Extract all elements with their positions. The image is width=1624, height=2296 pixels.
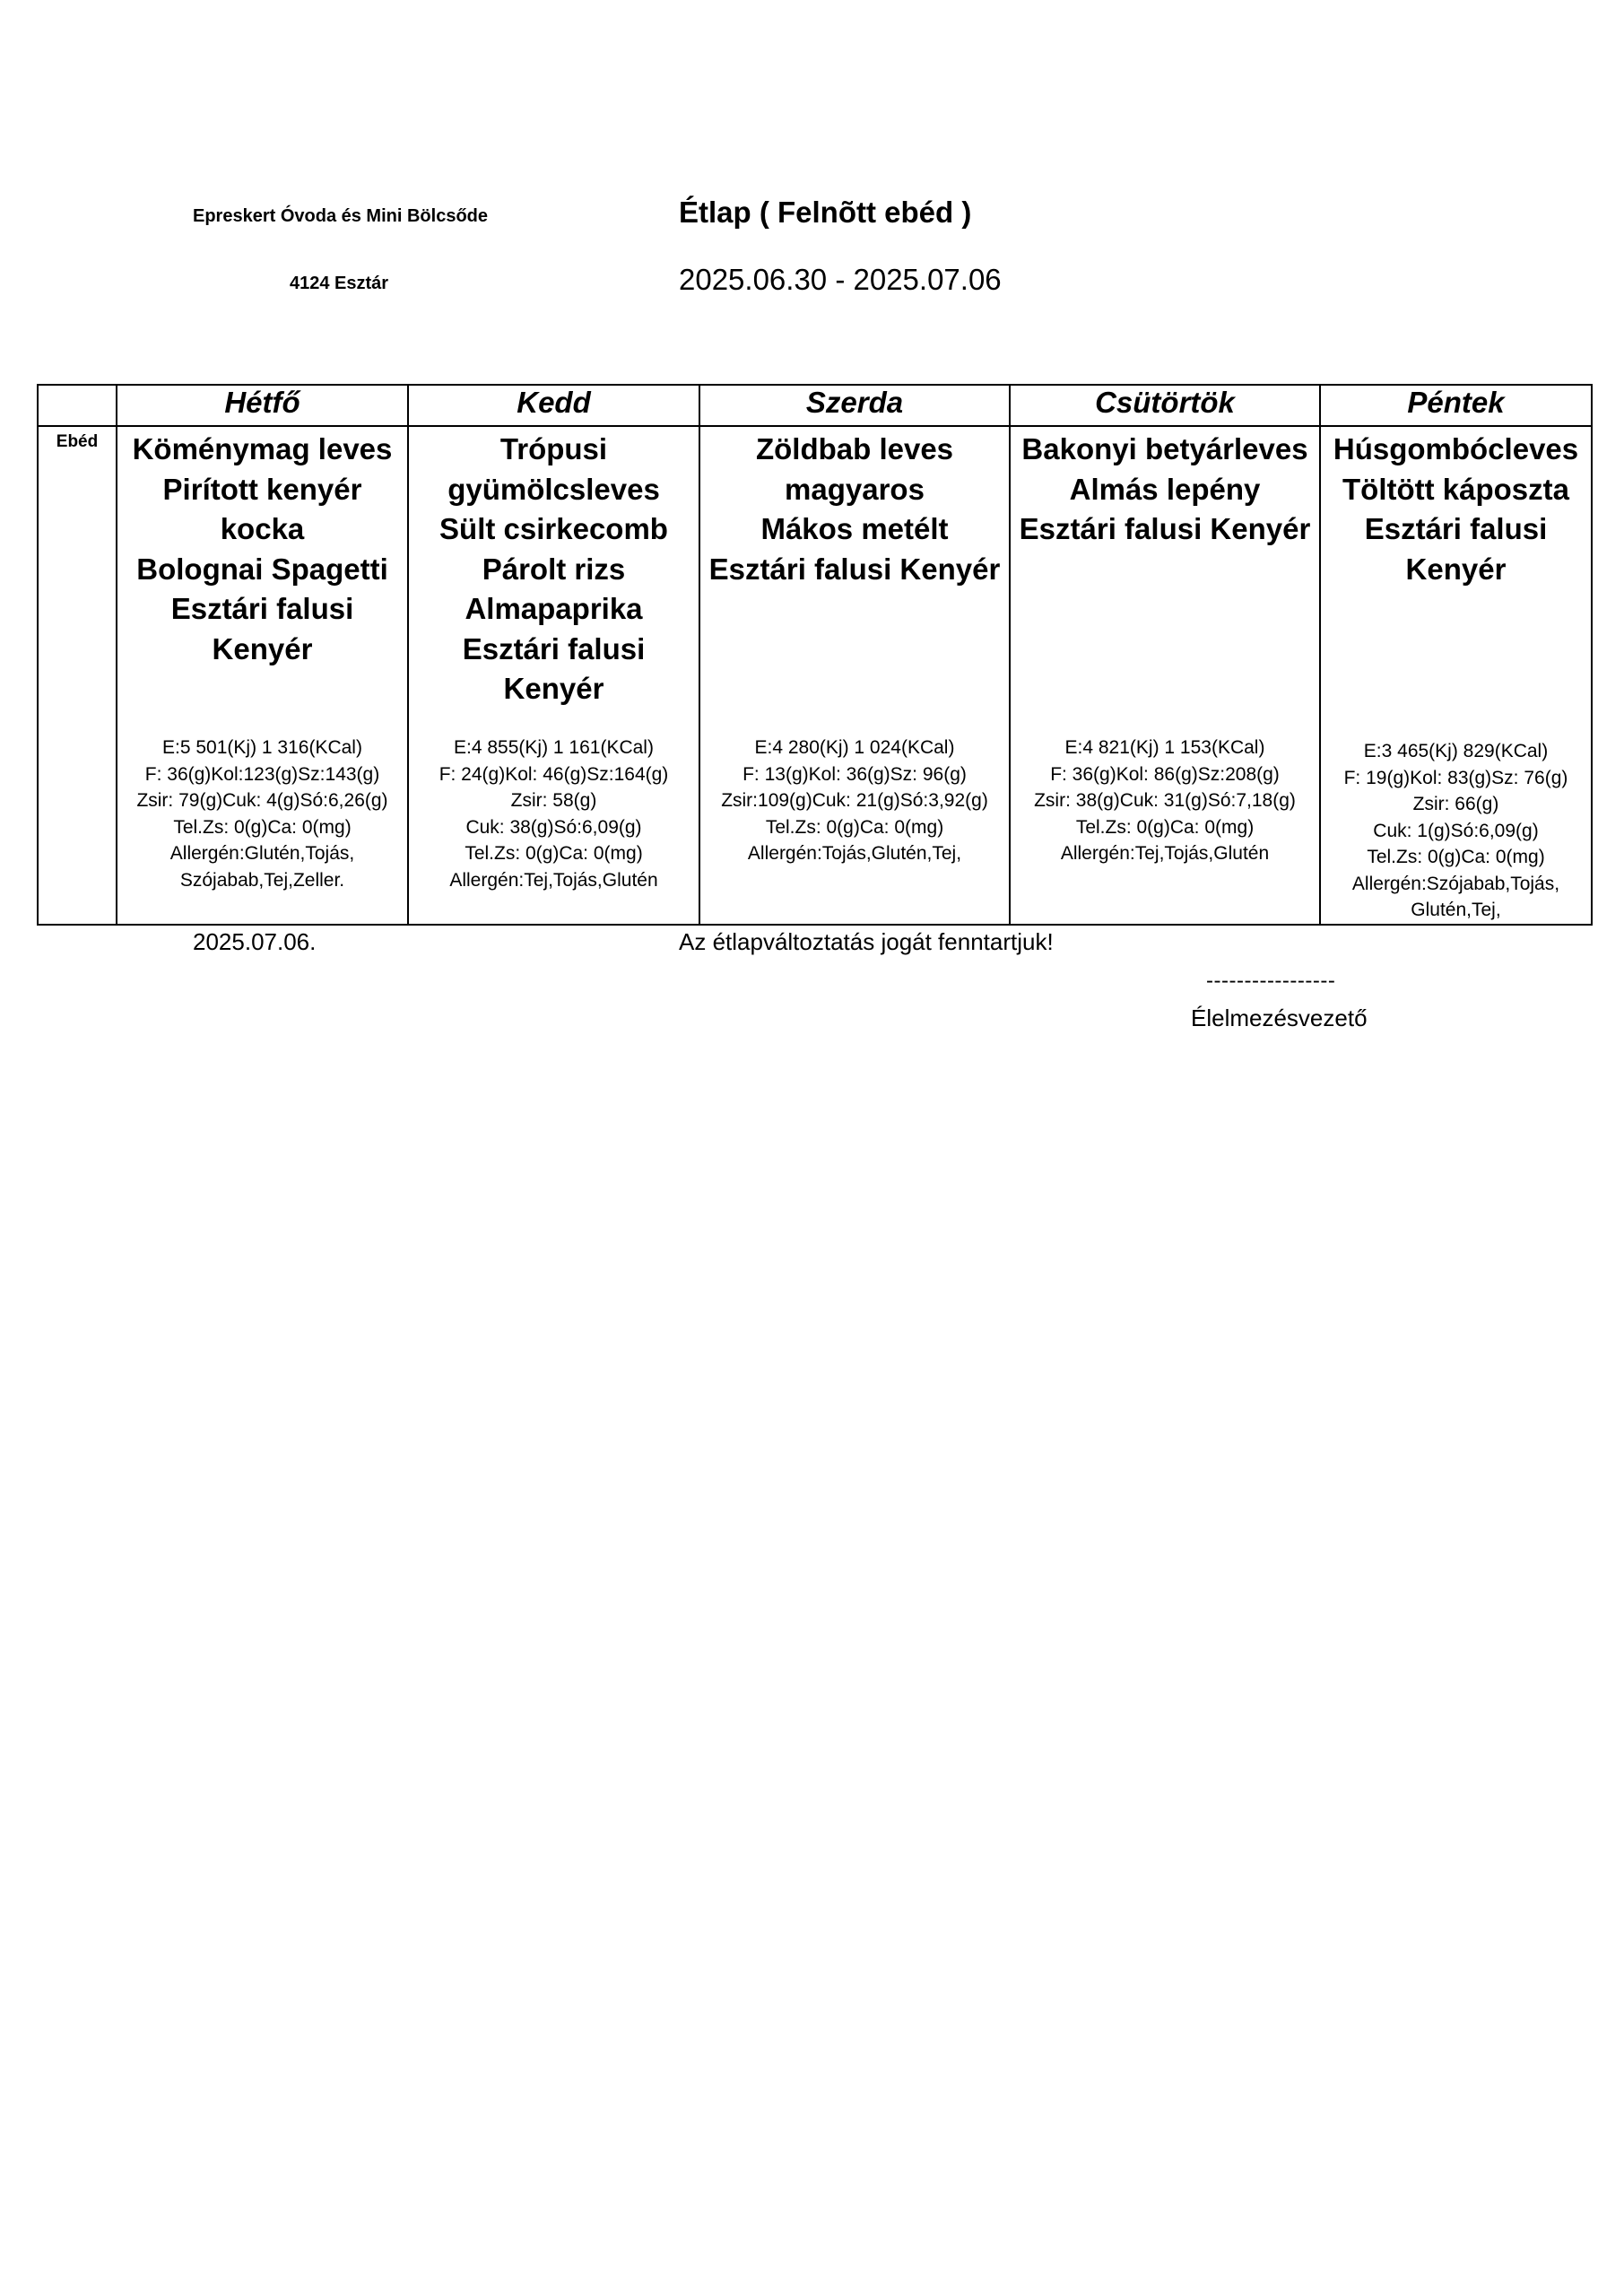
- day-header-monday: Hétfő: [117, 385, 408, 426]
- nutrition-line: E:4 280(Kj) 1 024(KCal): [754, 737, 955, 758]
- institution-address: 4124 Esztár: [290, 274, 389, 293]
- nutrition-info: [409, 735, 699, 893]
- dish-list: [409, 427, 699, 709]
- day-header-wednesday: Szerda: [699, 385, 1010, 426]
- nutrition-line: F: 19(g)Kol: 83(g)Sz: 76(g): [1343, 767, 1568, 788]
- nutrition-info: [117, 735, 407, 893]
- nutrition-line: Tel.Zs: 0(g)Ca: 0(mg): [1075, 816, 1255, 838]
- nutrition-line: Zsir:109(g)Cuk: 21(g)Só:3,92(g): [721, 790, 988, 811]
- day-header-tuesday: Kedd: [408, 385, 699, 426]
- nutrition-line: F: 36(g)Kol: 86(g)Sz:208(g): [1050, 763, 1280, 785]
- nutrition-line: F: 13(g)Kol: 36(g)Sz: 96(g): [743, 763, 967, 785]
- nutrition-line: E:4 821(Kj) 1 153(KCal): [1064, 737, 1265, 758]
- nutrition-line: Tel.Zs: 0(g)Ca: 0(mg): [173, 816, 352, 838]
- dish-line: Esztári falusi: [170, 592, 354, 625]
- nutrition-line: Tel.Zs: 0(g)Ca: 0(mg): [465, 843, 643, 864]
- dish-line: gyümölcsleves: [447, 472, 660, 506]
- day-cell-thursday: [1010, 426, 1320, 925]
- footer-date: 2025.07.06.: [193, 928, 317, 955]
- dish-line: Kenyér: [503, 672, 604, 705]
- nutrition-line: Allergén:Tej,Tojás,Glutén: [449, 869, 658, 891]
- dish-line: Húsgombócleves: [1333, 432, 1579, 465]
- day-cell-tuesday: [408, 426, 699, 925]
- nutrition-line: Allergén:Glutén,Tojás,: [169, 843, 355, 864]
- footer-note: Az étlapváltoztatás jogát fenntartjuk!: [679, 928, 1054, 955]
- corner-cell: [38, 385, 117, 426]
- dish-line: Zöldbab leves: [755, 432, 954, 465]
- dish-list: [1011, 427, 1319, 550]
- nutrition-line: E:4 855(Kj) 1 161(KCal): [454, 737, 654, 758]
- day-cell-monday: [117, 426, 408, 925]
- menu-title: Étlap ( Felnõtt ebéd ): [679, 196, 972, 229]
- signature-line: -----------------: [1206, 969, 1336, 993]
- institution-name: Epreskert Óvoda és Mini Bölcsőde: [193, 206, 488, 226]
- nutrition-line: Zsir: 58(g): [510, 790, 597, 811]
- nutrition-line: E:3 465(Kj) 829(KCal): [1363, 741, 1549, 761]
- nutrition-line: F: 24(g)Kol: 46(g)Sz:164(g): [439, 763, 669, 785]
- day-cell-wednesday: [699, 426, 1010, 925]
- day-header-row: [38, 385, 1592, 426]
- nutrition-info: [1011, 735, 1319, 867]
- nutrition-line: Szójabab,Tej,Zeller.: [179, 869, 345, 891]
- dish-list: [117, 427, 407, 669]
- nutrition-line: Zsir: 79(g)Cuk: 4(g)Só:6,26(g): [136, 790, 388, 811]
- dish-list: [700, 427, 1009, 589]
- dish-line: Almapaprika: [465, 592, 643, 625]
- dish-line: Pirított kenyér: [162, 472, 362, 506]
- nutrition-line: Allergén:Tej,Tojás,Glutén: [1060, 843, 1270, 864]
- nutrition-line: Tel.Zs: 0(g)Ca: 0(mg): [1367, 847, 1545, 867]
- day-header-thursday: Csütörtök: [1010, 385, 1320, 426]
- dish-line: Bakonyi betyárleves: [1021, 432, 1308, 465]
- weekly-menu-table: [37, 384, 1593, 926]
- dish-line: Almás lepény: [1069, 472, 1261, 506]
- nutrition-line: Allergén:Szójabab,Tojás,: [1351, 873, 1560, 894]
- nutrition-line: Tel.Zs: 0(g)Ca: 0(mg): [765, 816, 944, 838]
- dish-line: Esztári falusi: [1364, 512, 1548, 545]
- dish-line: Párolt rizs: [482, 552, 626, 586]
- dish-line: Kenyér: [212, 631, 313, 665]
- nutrition-line: Cuk: 1(g)Só:6,09(g): [1373, 820, 1539, 841]
- nutrition-line: E:5 501(Kj) 1 316(KCal): [162, 737, 362, 758]
- dish-list: [1321, 427, 1591, 589]
- nutrition-line: Zsir: 38(g)Cuk: 31(g)Só:7,18(g): [1034, 790, 1296, 811]
- dish-line: Kenyér: [1405, 552, 1507, 586]
- nutrition-info: [1321, 738, 1591, 924]
- dish-line: Esztári falusi: [462, 631, 646, 665]
- nutrition-info: [700, 735, 1009, 867]
- dish-line: Sült csirkecomb: [439, 512, 668, 545]
- signature-label: Élelmezésvezető: [1191, 1004, 1368, 1031]
- dish-line: Trópusi: [499, 432, 608, 465]
- nutrition-line: Zsir: 66(g): [1412, 794, 1499, 814]
- dish-line: Bolognai Spagetti: [136, 552, 388, 586]
- nutrition-line: Cuk: 38(g)Só:6,09(g): [465, 816, 642, 838]
- dish-line: magyaros: [785, 472, 925, 506]
- dish-line: Mákos metélt: [760, 512, 949, 545]
- nutrition-line: F: 36(g)Kol:123(g)Sz:143(g): [144, 763, 380, 785]
- dish-line: Esztári falusi Kenyér: [1019, 512, 1311, 545]
- dish-line: Töltött káposzta: [1342, 472, 1569, 506]
- day-header-friday: Péntek: [1320, 385, 1592, 426]
- lunch-row: [38, 426, 1592, 925]
- dish-line: Esztári falusi Kenyér: [708, 552, 1001, 586]
- dish-line: Köménymag leves: [132, 432, 393, 465]
- nutrition-line: Glutén,Tej,: [1411, 900, 1501, 920]
- dish-line: kocka: [220, 512, 305, 545]
- menu-period: 2025.06.30 - 2025.07.06: [679, 263, 1002, 296]
- nutrition-line: Allergén:Tojás,Glutén,Tej,: [747, 843, 962, 864]
- day-cell-friday: [1320, 426, 1592, 925]
- meal-label: Ebéd: [38, 426, 117, 925]
